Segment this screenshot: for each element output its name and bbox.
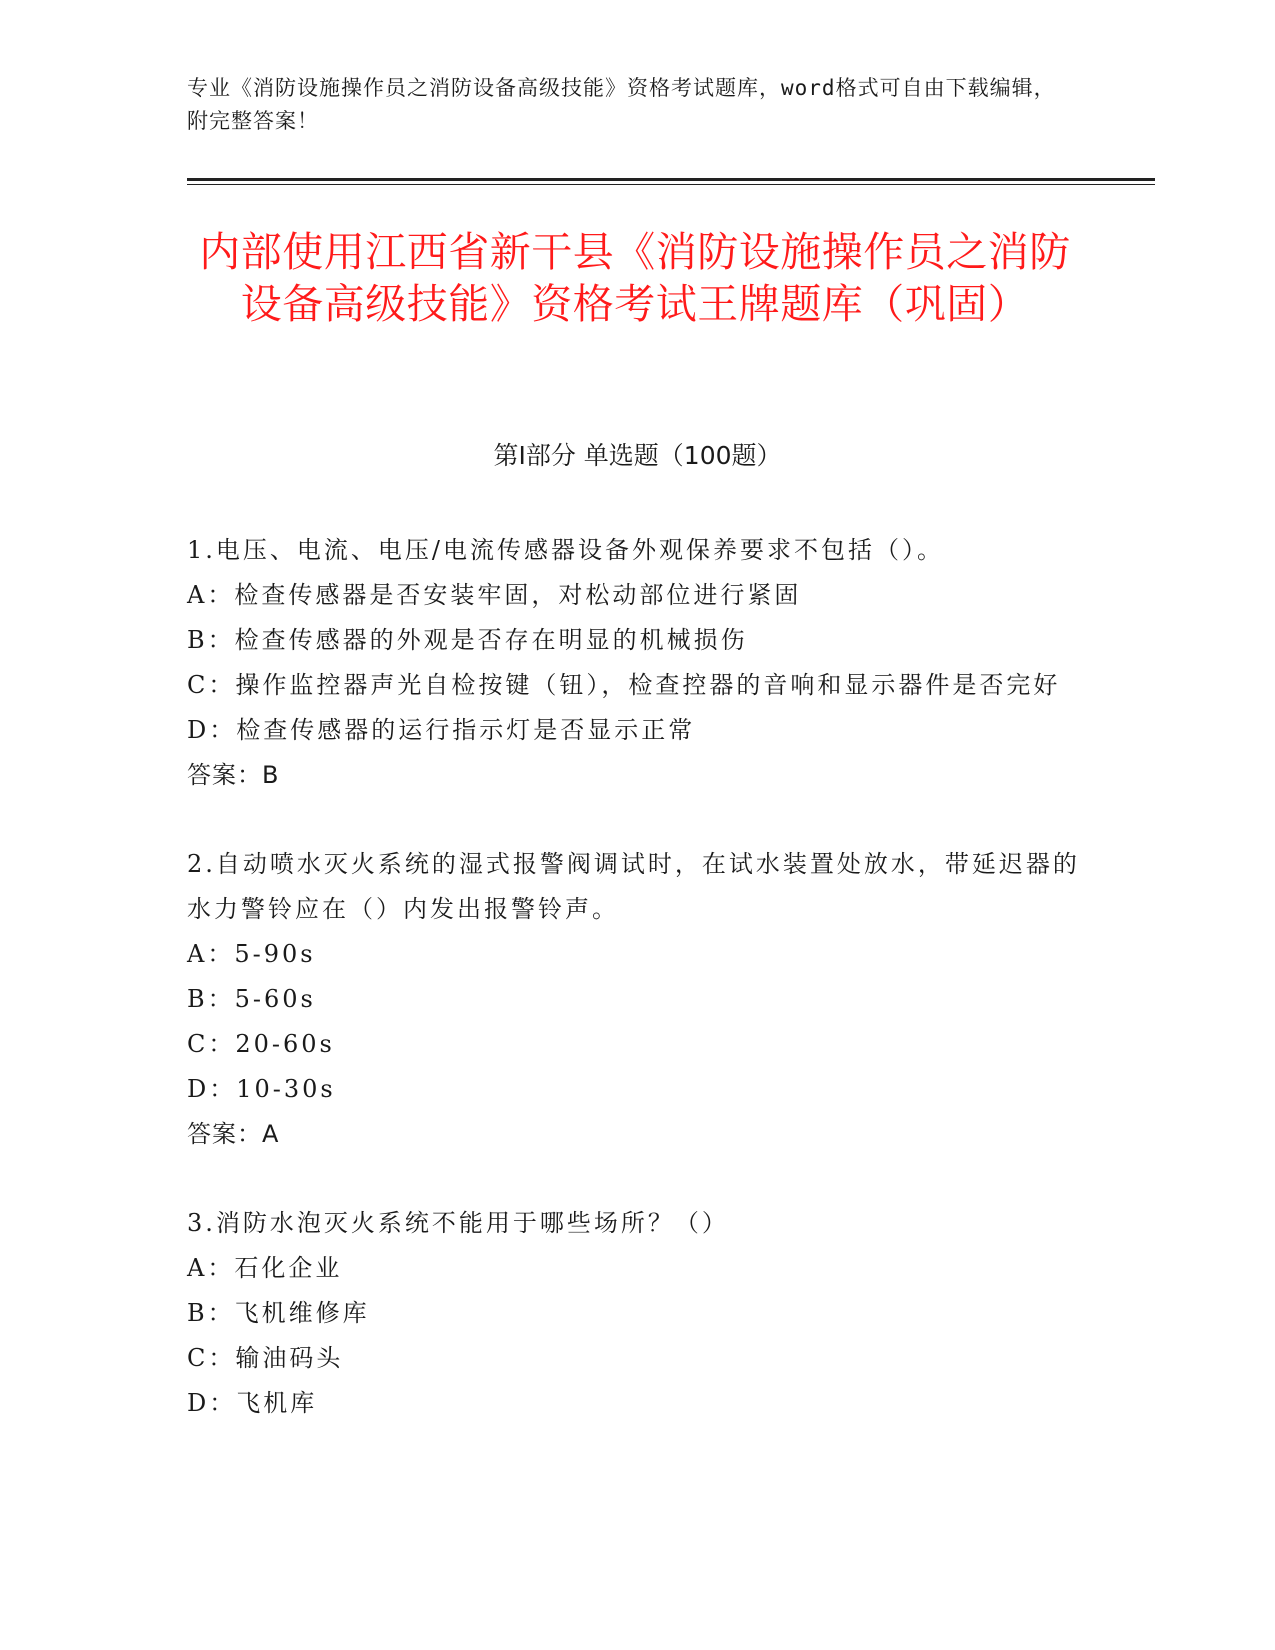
question-stem: 3.消防水泡灭火系统不能用于哪些场所？（）	[187, 1209, 729, 1237]
section-title: 第Ⅰ部分 单选题（100题）	[493, 441, 782, 470]
answer: 答案：A	[187, 1120, 280, 1148]
question-item	[187, 528, 1087, 798]
question-item	[187, 1201, 1087, 1426]
question-list	[187, 528, 1087, 1426]
question-stem: 1.电压、电流、电压/电流传感器设备外观保养要求不包括（）。	[187, 536, 944, 564]
option-c: C：输油码头	[187, 1344, 344, 1372]
header-note: 专业《消防设施操作员之消防设备高级技能》资格考试题库，word格式可自由下载编辑，附完整答案！	[187, 76, 1056, 133]
option-b: B：飞机维修库	[187, 1299, 370, 1327]
option-d: D：10-30s	[187, 1075, 336, 1103]
question-stem: 2.自动喷水灭火系统的湿式报警阀调试时，在试水装置处放水，带延迟器的水力警铃应在（）内发出报警铃声。	[187, 850, 1080, 923]
option-a: A：石化企业	[187, 1254, 343, 1282]
option-d: D：检查传感器的运行指示灯是否显示正常	[187, 716, 696, 744]
document-title: 内部使用江西省新干县《消防设施操作员之消防设备高级技能》资格考试王牌题库（巩固）	[199, 228, 1071, 328]
option-b: B：检查传感器的外观是否存在明显的机械损伤	[187, 626, 748, 654]
header-divider-thick	[187, 178, 1155, 181]
option-d: D：飞机库	[187, 1389, 318, 1417]
question-item	[187, 842, 1087, 1157]
answer: 答案：B	[187, 761, 280, 789]
option-a: A：5-90s	[187, 940, 316, 968]
option-c: C：20-60s	[187, 1030, 335, 1058]
option-c: C：操作监控器声光自检按键（钮），检查控器的音响和显示器件是否完好	[187, 671, 1061, 699]
option-b: B：5-60s	[187, 985, 316, 1013]
option-a: A：检查传感器是否安装牢固，对松动部位进行紧固	[187, 581, 802, 609]
header-divider-thin	[187, 184, 1155, 185]
